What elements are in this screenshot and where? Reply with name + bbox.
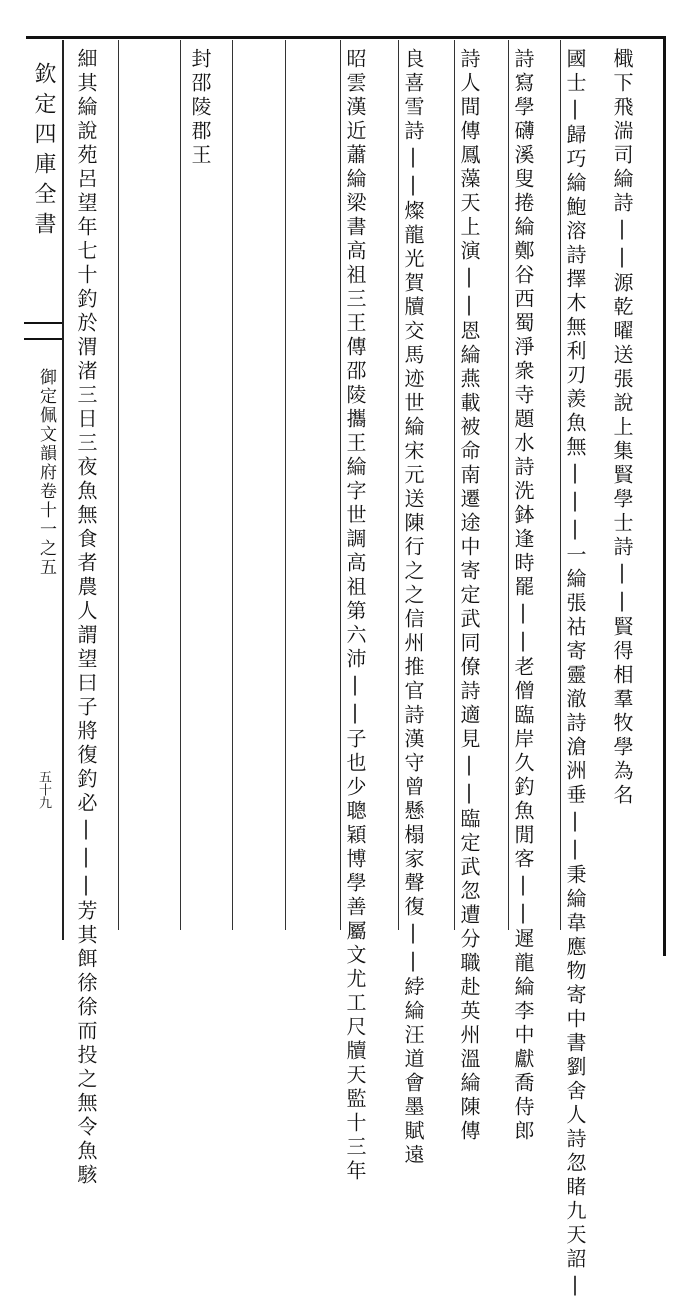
column-rule — [118, 40, 119, 930]
volume-title: 御定佩文韻府卷十一之五 — [36, 368, 56, 577]
column-rule — [560, 40, 561, 930]
text-column: 檝下飛湍司綸詩||源乾曜送張說上集賢學士詩||賢得相羣牧學為名 — [610, 48, 634, 808]
border-right — [663, 36, 666, 956]
margin-column — [24, 40, 64, 940]
column-rule — [180, 40, 181, 930]
book-title: 欽定四庫全書 — [31, 62, 56, 242]
text-column: 細其綸說苑呂望年七十釣於渭渚三日三夜魚無食者農人謂望曰子將復釣必|||芳其餌徐徐而投之無令魚駭 — [74, 48, 98, 1188]
folio-number: 五十九 — [36, 770, 51, 809]
column-rule — [340, 40, 341, 930]
text-column: 詩寫學礴溪叟捲綸鄭谷西蜀淨衆寺題水詩洗鉢逢時罷||老僧臨岸久釣魚閒客||遲龍綸李中獻喬侍郎 — [511, 48, 535, 1144]
column-rule — [508, 40, 509, 930]
text-column: 昭雲漢近蕭綸梁書高祖三王傳邵陵攜王綸字世調高祖第六沛||子也少聰穎博學善屬文尤工尺牘天監十三年 — [343, 48, 367, 1184]
column-rule — [454, 40, 455, 930]
text-column: 詩人間傳鳳藻天上演||恩綸燕載被命南遷途中寄定武同僚詩適見||臨定武忽遭分職赴英州溫綸陳傳 — [457, 48, 481, 1144]
border-top — [26, 36, 666, 39]
fishtail-mark — [24, 322, 62, 340]
column-rule — [285, 40, 286, 930]
text-column: 國士|歸巧綸鮑溶詩擇木無利刃羨魚無|||一綸張祜寄靈澈詩滄洲垂||秉綸韋應物寄中書劉舍人詩忽睹九天詔| — [563, 48, 587, 1300]
text-column: 良喜雪詩||燦龍光賀牘交馬迹世綸宋元送陳行之之信州推官詩漢守曾懸榻家聲復||綍綸汪道會墨賦遠 — [401, 48, 425, 1168]
text-column: 封邵陵郡王 — [188, 48, 212, 168]
column-rule — [398, 40, 399, 930]
column-rule — [232, 40, 233, 930]
